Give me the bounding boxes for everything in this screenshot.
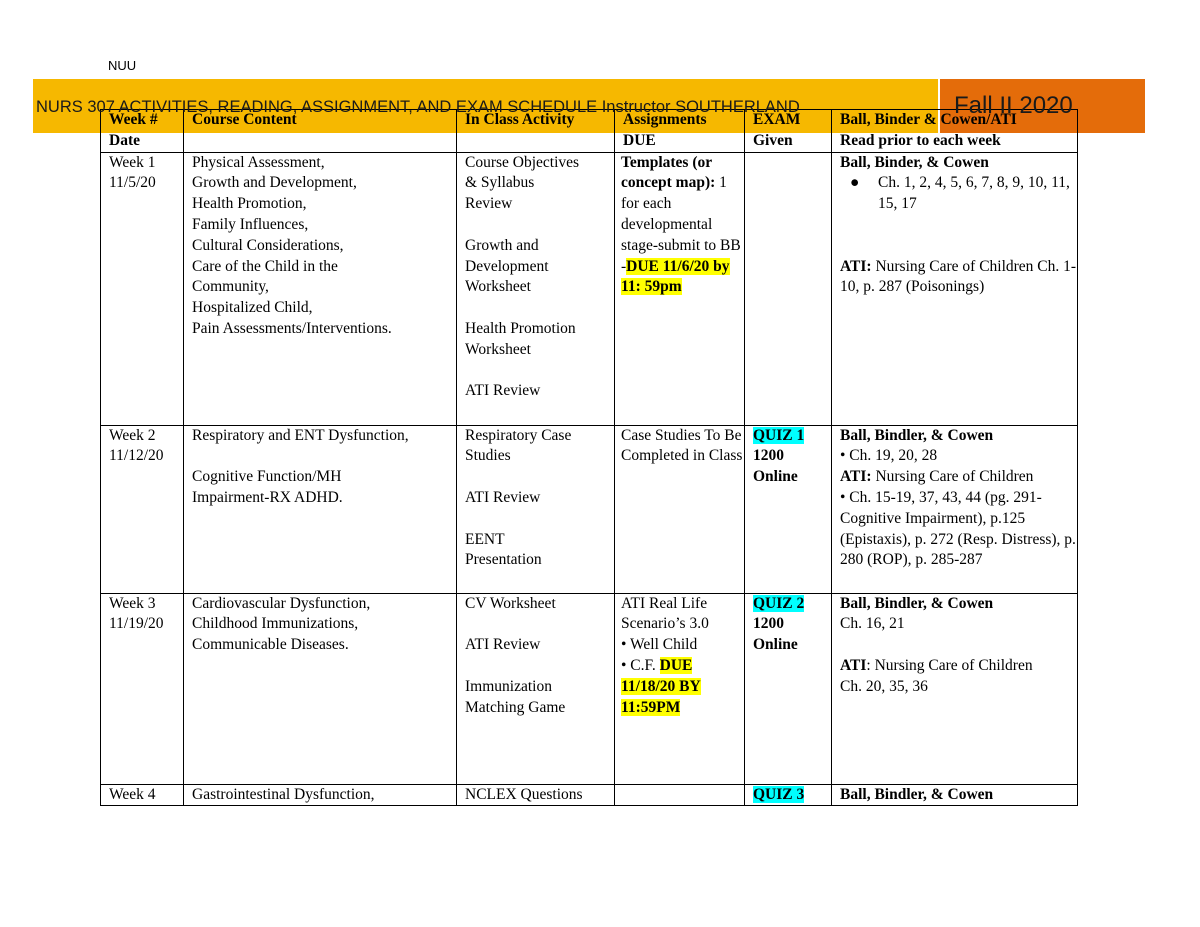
cell-line [465,361,614,382]
activity-cell [457,593,615,784]
assignment-cell: ATI Real Life Scenario’s 3.0 • Well Child • C.F. DUE 11/18/20 BY 11:59PM [615,593,745,784]
schedule-table [100,109,1078,806]
cell-line: Worksheet [465,278,531,296]
cell-line: Gastrointestinal Dysfunction, [192,785,375,803]
cell-line: Respiratory Case [465,426,572,444]
reading-cell: Ball, Bindler, & Cowen Ch. 16, 21 ATI: Nursing Care of Children Ch. 20, 35, 36 [832,593,1078,784]
cell-line [465,467,614,488]
header-reading: Ball, Binder & Cowen/ATI Read prior to each week [832,110,1078,153]
week-cell: Week 1 11/5/20 [101,152,184,425]
cell-line: Cultural Considerations, [192,236,344,254]
due-highlight: DUE 11/6/20 by 11: 59pm [621,257,730,296]
banner-title: NURS 307 ACTIVITIES, READING, ASSIGNMENT, AND EXAM SCHEDULE Instructor SOUTHERLAND [36,98,800,116]
cell-line: Health Promotion, [192,195,307,213]
table-row [101,425,1078,593]
cell-line: Childhood Immunizations, [192,615,359,633]
reading-cell: Ball, Binder, & Cowen ● Ch. 1, 2, 4, 5, 6, 7, 8, 9, 10, 11, 15, 17 ATI: Nursing Care of Children Ch. 1-10, p. 287 (Poisonings) [832,152,1078,425]
cell-line [465,656,614,677]
quiz-badge: QUIZ 2 [753,594,805,612]
content-cell [184,152,457,425]
cell-line [465,614,614,635]
cell-line: Development [465,257,549,275]
content-cell [184,425,457,593]
content-cell [184,784,457,806]
exam-cell [745,784,832,806]
cell-line: Cardiovascular Dysfunction, [192,594,371,612]
cell-line [192,446,456,467]
assignment-cell: Case Studies To Be Completed in Class [615,425,745,593]
cell-line: Growth and [465,236,539,254]
cell-line: Growth and Development, [192,174,357,192]
table-row [101,784,1078,806]
table-row [101,593,1078,784]
header-code: NUU [108,58,137,73]
cell-line: Presentation [465,551,542,569]
quiz-badge: QUIZ 1 [753,426,805,444]
header-assignments: Assignments DUE [615,110,745,153]
banner-term: Fall II 2020 [954,92,1073,119]
cell-line: Health Promotion [465,319,576,337]
cell-line: EENT [465,530,505,548]
cell-line: Cognitive Function/MH [192,468,342,486]
activity-cell [457,784,615,806]
cell-line: Family Influences, [192,215,309,233]
cell-line: & Syllabus [465,174,535,192]
cell-line: CV Worksheet [465,594,556,612]
cell-line: Pain Assessments/Interventions. [192,319,392,337]
cell-line: ATI Review [465,636,541,654]
cell-line: Communicable Diseases. [192,636,349,654]
assignment-cell: Templates (or concept map): 1 for each developmental stage-submit to BB -DUE 11/6/20 by 11: 59pm [615,152,745,425]
activity-cell [457,152,615,425]
week-cell: Week 4 [101,784,184,806]
cell-line: Course Objectives [465,153,580,171]
cell-line: ATI Review [465,382,541,400]
cell-line: Review [465,195,513,213]
cell-line: Studies [465,447,511,465]
activity-cell [457,425,615,593]
content-cell [184,593,457,784]
cell-line: Worksheet [465,340,531,358]
header-week: Week # Date [101,110,184,153]
cell-line [465,298,614,319]
assignment-cell [615,784,745,806]
cell-line: Physical Assessment, [192,153,325,171]
quiz-badge: QUIZ 3 [753,785,805,803]
cell-line: Care of the Child in the [192,257,338,275]
cell-line: NCLEX Questions [465,785,583,803]
cell-line: Matching Game [465,698,566,716]
header-content: Course Content [184,110,457,153]
table-row [101,152,1078,425]
reading-cell: Ball, Bindler, & Cowen • Ch. 19, 20, 28 ATI: Nursing Care of Children • Ch. 15-19, 37, 43, 44 (pg. 291-Cognitive Impairment), p.125 (Epistaxis), p. 272 (Resp. Distress), p. 280 (ROP), p. 285-287 [832,425,1078,593]
exam-cell [745,152,832,425]
header-activity: In Class Activity [457,110,615,153]
bullet-icon: ● [850,174,860,192]
reading-cell: Ball, Bindler, & Cowen [832,784,1078,806]
cell-line: Hospitalized Child, [192,299,313,317]
cell-line: Impairment-RX ADHD. [192,488,343,506]
week-cell: Week 2 11/12/20 [101,425,184,593]
cell-line: Community, [192,278,269,296]
cell-line [465,509,614,530]
cell-line: Immunization [465,677,552,695]
exam-cell: QUIZ 2 1200 Online [745,593,832,784]
due-highlight: DUE 11/18/20 BY 11:59PM [621,656,701,716]
cell-line [465,215,614,236]
exam-cell: QUIZ 1 1200 Online [745,425,832,593]
cell-line: Respiratory and ENT Dysfunction, [192,426,409,444]
cell-line: ATI Review [465,488,541,506]
header-exam: EXAM Given [745,110,832,153]
week-cell: Week 3 11/19/20 [101,593,184,784]
